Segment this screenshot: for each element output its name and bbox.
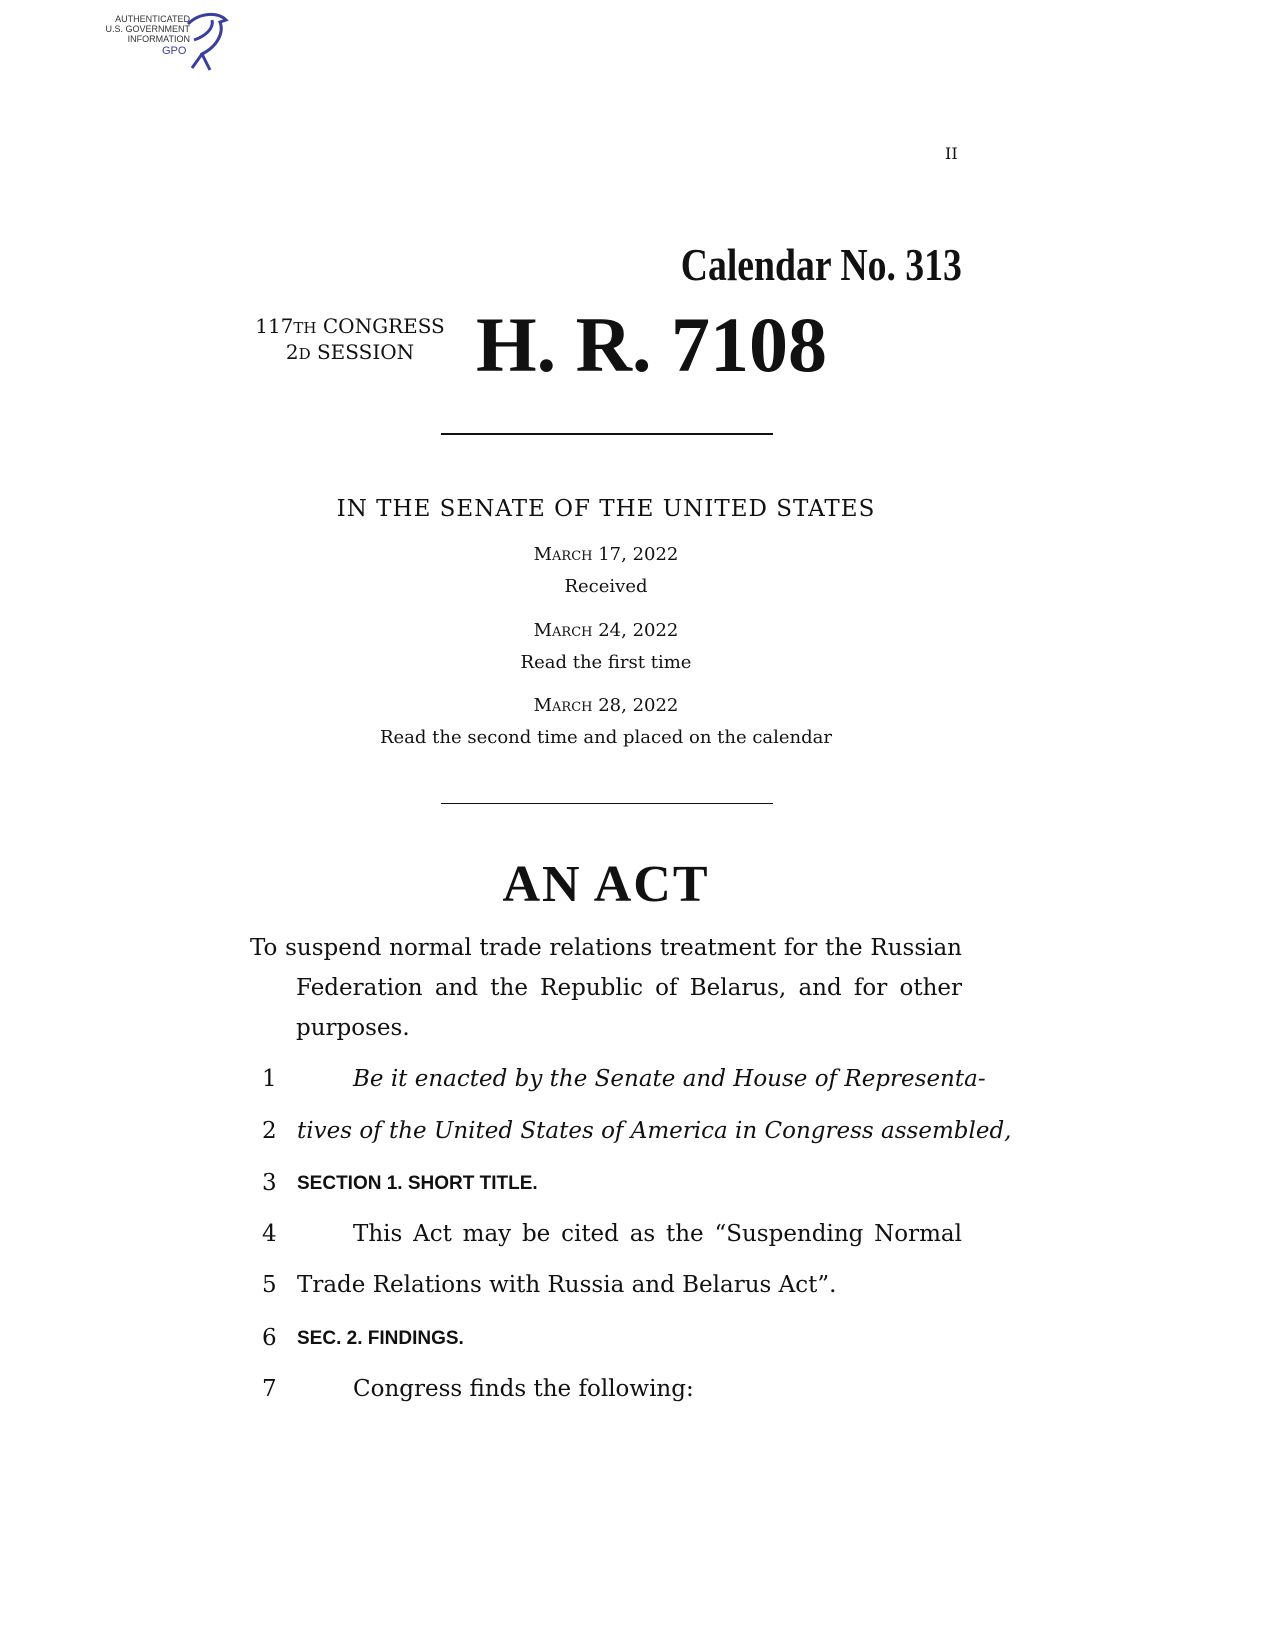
- session-number: 2: [285, 340, 299, 364]
- chamber-heading: IN THE SENATE OF THE UNITED STATES: [336, 496, 876, 522]
- bill-number: H. R. 7108: [476, 301, 827, 388]
- calendar-number: Calendar No. 313: [680, 239, 962, 290]
- bill-line: [250, 1325, 962, 1365]
- logo-line: INFORMATION: [127, 34, 190, 44]
- eagle-icon: [180, 10, 235, 75]
- congress-session: [250, 314, 450, 366]
- action-date: March 17, 2022: [533, 544, 679, 565]
- logo-text: [100, 14, 190, 44]
- action-text: Read the first time: [520, 652, 692, 673]
- section-heading: SEC. 2. FINDINGS.: [297, 1328, 464, 1349]
- bill-line: [250, 1118, 1012, 1158]
- bill-line: [250, 1376, 962, 1416]
- bill-line: [250, 1170, 962, 1210]
- line-number: 5: [262, 1272, 277, 1298]
- session-suffix: D: [298, 345, 311, 363]
- action-date: March 28, 2022: [533, 695, 679, 716]
- line-number: 7: [262, 1376, 277, 1402]
- line-text: Congress finds the following:: [353, 1376, 694, 1402]
- line-number: 1: [262, 1066, 277, 1092]
- logo-gpo: GPO: [162, 45, 187, 57]
- divider: [441, 433, 773, 435]
- line-text: tives of the United States of America in Congress assembled,: [297, 1118, 1012, 1144]
- act-title: AN ACT: [502, 856, 710, 913]
- line-number: 3: [262, 1170, 277, 1196]
- section-heading: SECTION 1. SHORT TITLE.: [297, 1173, 538, 1194]
- page-marker: II: [945, 144, 958, 163]
- bill-line: [250, 1066, 986, 1106]
- session-word: SESSION: [316, 340, 415, 364]
- action-text: Read the second time and placed on the calendar: [379, 727, 833, 748]
- logo-line: AUTHENTICATED: [115, 14, 190, 24]
- bill-line: [250, 1272, 962, 1312]
- line-text: This Act may be cited as the “Suspending Normal: [353, 1221, 962, 1247]
- line-number: 2: [262, 1118, 277, 1144]
- action-date: March 24, 2022: [533, 620, 679, 641]
- line-number: 6: [262, 1325, 277, 1351]
- act-purpose: To suspend normal trade relations treatment for the Russian Federation and the Republic of Belarus, and for other purposes.: [250, 935, 962, 1041]
- congress-suffix: TH: [293, 319, 317, 337]
- logo-line: U.S. GOVERNMENT: [105, 24, 190, 34]
- divider: [441, 803, 773, 804]
- line-number: 4: [262, 1221, 277, 1247]
- action-text: Received: [564, 576, 648, 597]
- congress-word: CONGRESS: [322, 314, 445, 338]
- line-text: Trade Relations with Russia and Belarus Act”.: [297, 1272, 837, 1298]
- gpo-authenticated-logo: [100, 10, 235, 75]
- bill-line: [250, 1221, 962, 1261]
- line-text: Be it enacted by the Senate and House of Representa-: [353, 1066, 986, 1092]
- congress-number: 117: [255, 314, 294, 338]
